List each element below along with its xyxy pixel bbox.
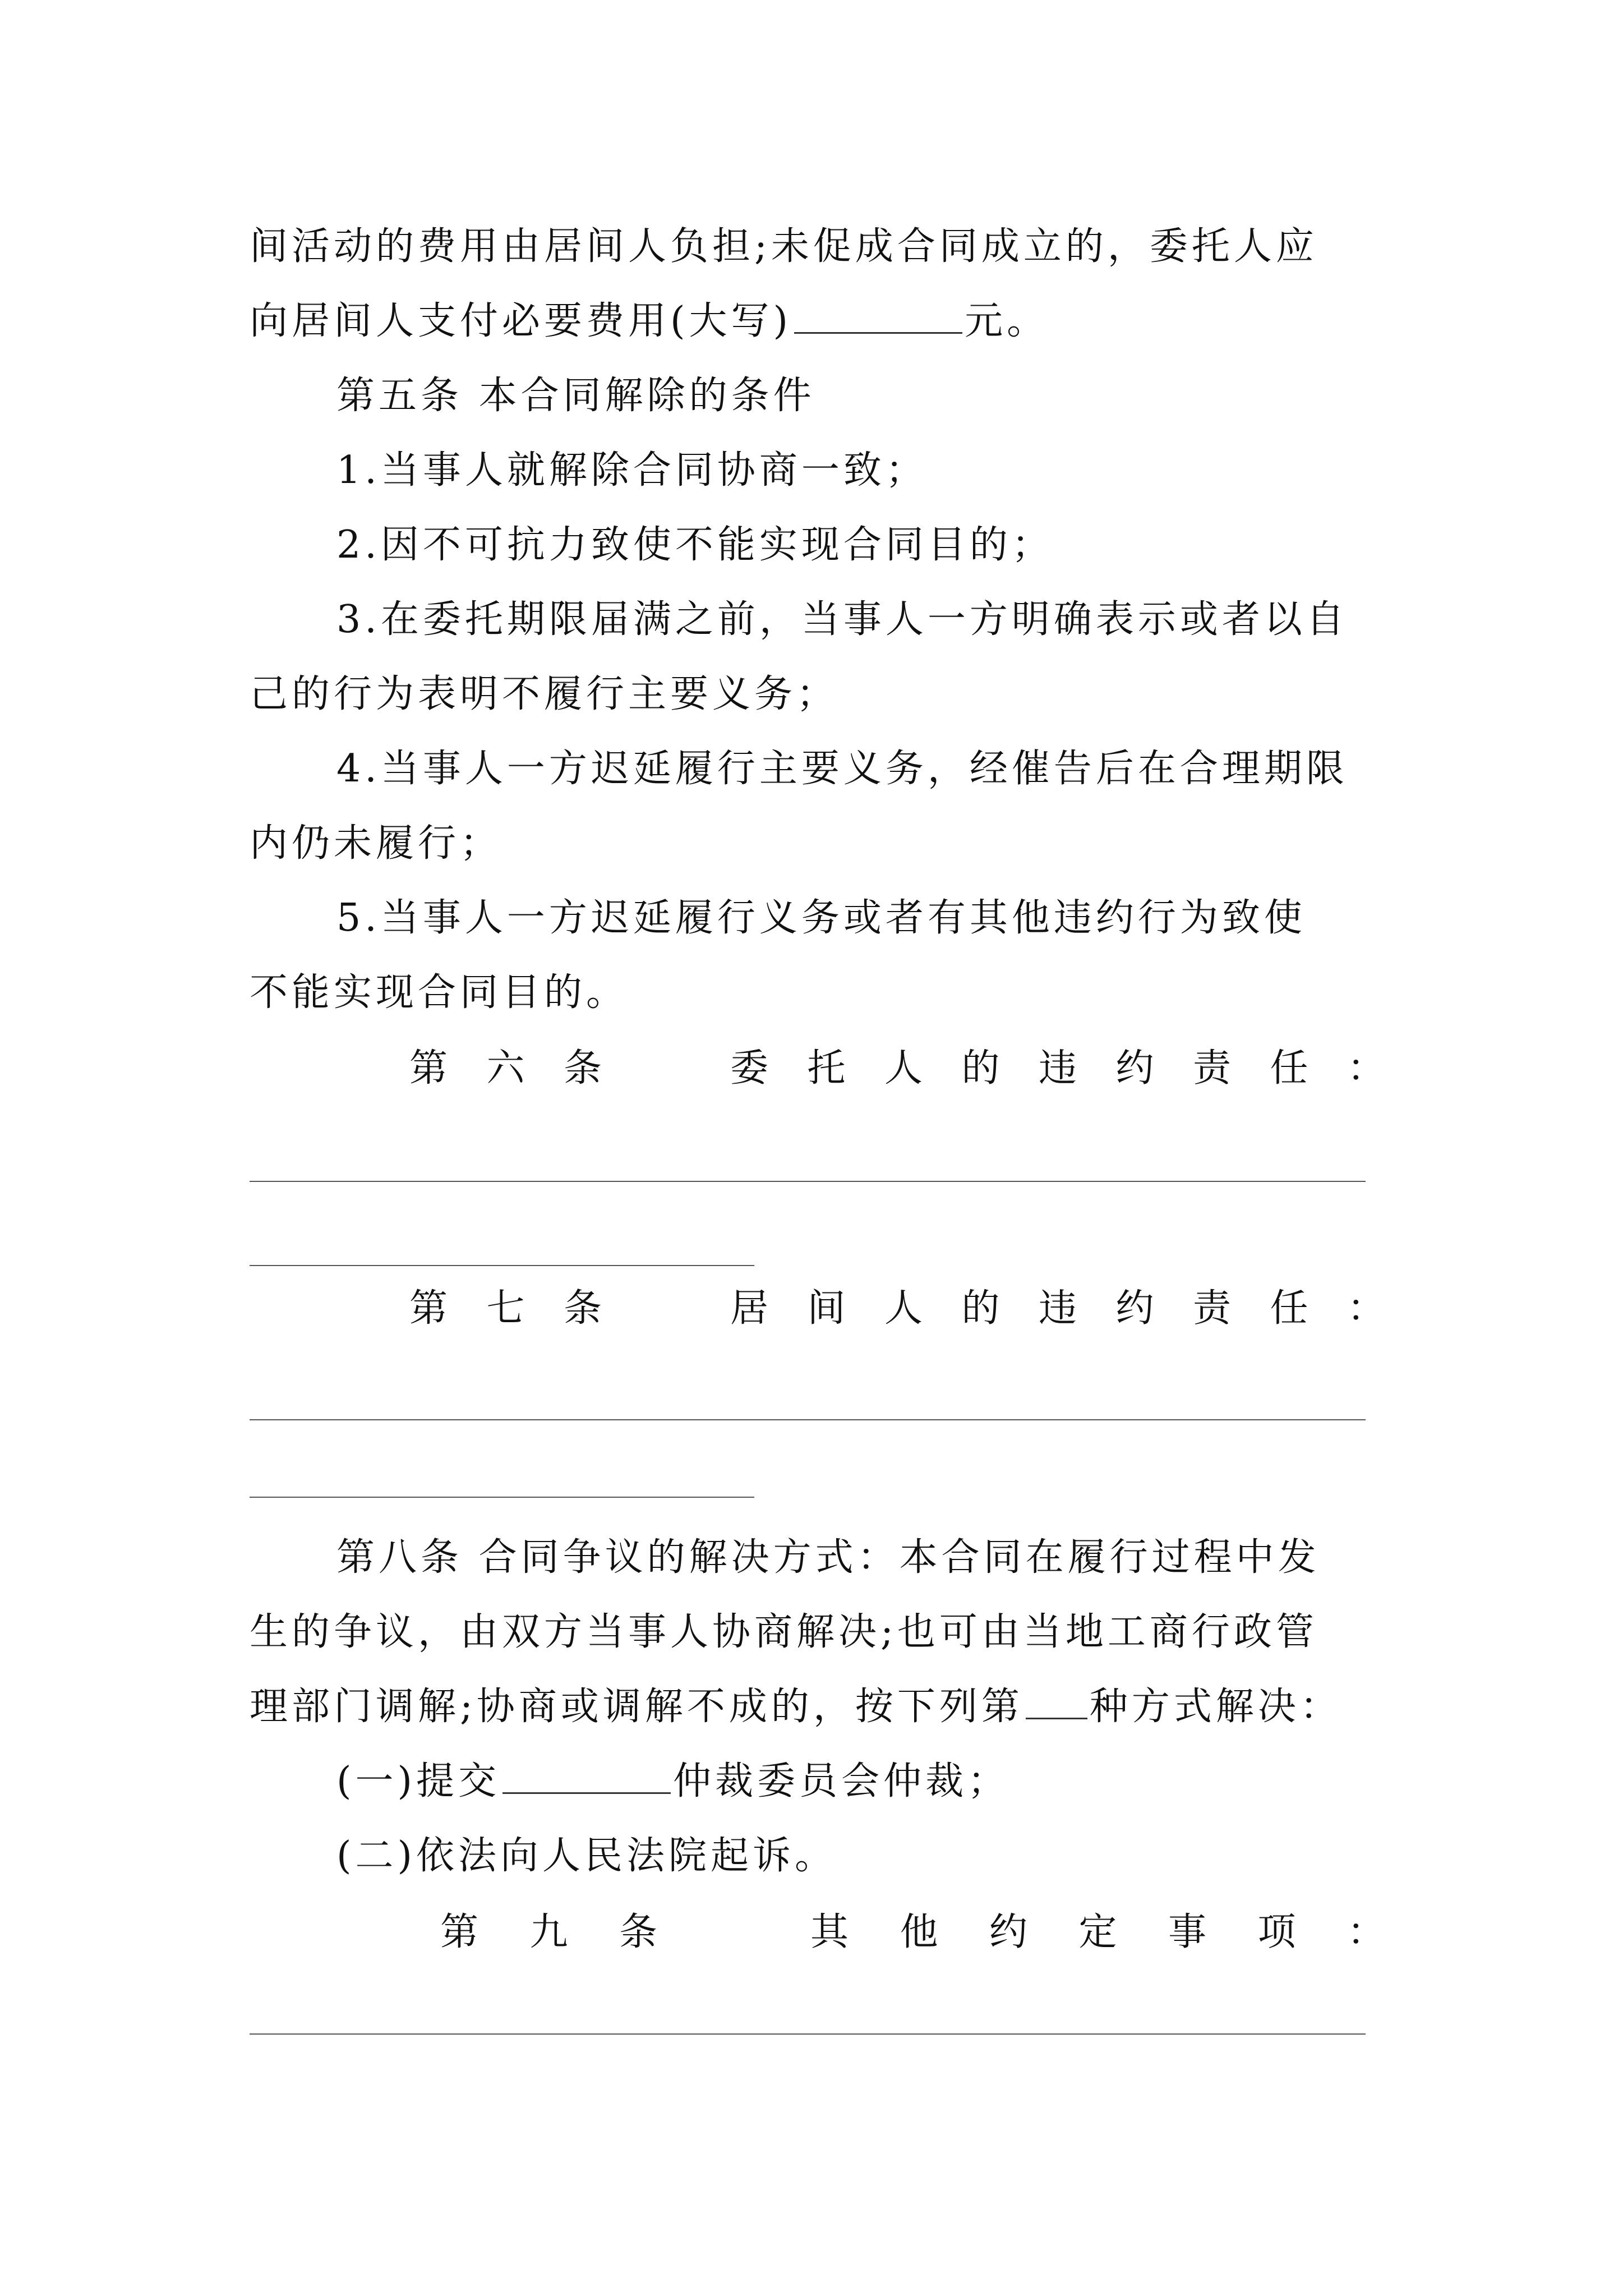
fill-line[interactable] xyxy=(250,1265,754,1266)
heading-char: 条 xyxy=(564,1286,602,1331)
heading-char: 约 xyxy=(1115,1286,1154,1331)
article-7-heading xyxy=(409,1278,1385,1340)
article-5-item-3-cont xyxy=(250,664,1388,725)
text: 理部门调解;协商或调解不成的，按下列第 xyxy=(250,1685,1023,1729)
heading-char: 违 xyxy=(1038,1286,1077,1331)
fill-blank-amount[interactable] xyxy=(794,297,962,334)
heading-char: 条 xyxy=(619,1910,658,1954)
heading-char: 违 xyxy=(1038,1046,1077,1091)
heading-char: 事 xyxy=(1168,1910,1206,1954)
heading-char: 人 xyxy=(884,1286,923,1331)
heading-char: 他 xyxy=(900,1910,938,1954)
text: (一)提交 xyxy=(336,1759,501,1803)
heading-char: 托 xyxy=(807,1046,846,1091)
heading-char: 居 xyxy=(730,1286,768,1331)
heading-char: 间 xyxy=(807,1286,846,1331)
heading-char: 约 xyxy=(1115,1046,1154,1091)
fill-blank-method[interactable] xyxy=(1026,1683,1087,1719)
text: 间活动的费用由居间人负担;未促成合同成立的，委托人应 xyxy=(250,224,1318,269)
article-8-option-1 xyxy=(250,1751,1388,1812)
heading-char: ： xyxy=(1347,1046,1385,1091)
text: 己的行为表明不履行主要义务； xyxy=(250,672,839,716)
heading-char: 第 xyxy=(409,1286,448,1331)
text: 1.当事人就解除合同协商一致； xyxy=(336,448,928,493)
text: (二)依法向人民法院起诉。 xyxy=(336,1834,837,1878)
heading-char: 第 xyxy=(409,1046,448,1091)
article-8-line-3 xyxy=(250,1676,1388,1738)
heading-char: 的 xyxy=(961,1286,1000,1331)
fill-line[interactable] xyxy=(250,2033,1366,2035)
text: 2.因不可抗力致使不能实现合同目的； xyxy=(336,523,1054,567)
text: 第八条 合同争议的解决方式：本合同在履行过程中发 xyxy=(336,1535,1320,1580)
text: 不能实现合同目的。 xyxy=(250,970,629,1015)
text: 3.在委托期限届满之前，当事人一方明确表示或者以自 xyxy=(336,597,1348,642)
fill-blank-arbitration[interactable] xyxy=(502,1757,671,1794)
heading-char: 委 xyxy=(730,1046,768,1091)
article-9-heading xyxy=(440,1902,1385,1963)
heading-char: 定 xyxy=(1078,1910,1117,1954)
article-5-item-5-cont xyxy=(250,962,1388,1024)
heading-char: 人 xyxy=(884,1046,923,1091)
text: 4.当事人一方迟延履行主要义务，经催告后在合理期限 xyxy=(336,747,1348,791)
text: 仲裁委员会仲裁； xyxy=(673,1759,1010,1803)
heading-char: 六 xyxy=(486,1046,525,1091)
article-5-item-5 xyxy=(250,887,1388,949)
article-5-title xyxy=(250,365,1388,427)
fill-line[interactable] xyxy=(250,1181,1366,1182)
heading-char: 的 xyxy=(961,1046,1000,1091)
heading-char: 七 xyxy=(486,1286,525,1331)
article-5-item-4 xyxy=(250,738,1388,800)
article-8-option-2 xyxy=(250,1825,1388,1887)
text: 元。 xyxy=(965,299,1049,343)
text: 第五条 本合同解除的条件 xyxy=(336,374,815,418)
heading-char: 第 xyxy=(440,1910,479,1954)
heading-char: 九 xyxy=(529,1910,568,1954)
fill-line[interactable] xyxy=(250,1497,754,1498)
heading-char: 责 xyxy=(1192,1046,1231,1091)
article-5-item-1 xyxy=(250,440,1388,501)
fill-line[interactable] xyxy=(250,1419,1366,1420)
article-5-item-2 xyxy=(250,514,1388,576)
article-5-item-4-cont xyxy=(250,813,1388,875)
article-8-line-2 xyxy=(250,1602,1388,1663)
text: 种方式解决： xyxy=(1089,1685,1342,1729)
paragraph-line xyxy=(250,216,1388,278)
heading-char: 责 xyxy=(1192,1286,1231,1331)
heading-char: 条 xyxy=(564,1046,602,1091)
heading-char: 任 xyxy=(1270,1286,1308,1331)
heading-char: 约 xyxy=(989,1910,1027,1954)
text: 向居间人支付必要费用(大写) xyxy=(250,299,792,343)
article-8-line-1 xyxy=(250,1527,1388,1589)
text: 内仍未履行； xyxy=(250,821,502,866)
heading-char: 任 xyxy=(1270,1046,1308,1091)
heading-char: 其 xyxy=(810,1910,849,1954)
text: 5.当事人一方迟延履行义务或者有其他违约行为致使 xyxy=(336,896,1306,940)
paragraph-line xyxy=(250,291,1388,352)
article-5-item-3 xyxy=(250,589,1388,651)
article-6-heading xyxy=(409,1038,1385,1099)
heading-char: ： xyxy=(1347,1910,1385,1954)
heading-char: 项 xyxy=(1257,1910,1296,1954)
heading-char: ： xyxy=(1347,1286,1385,1331)
text: 生的争议，由双方当事人协商解决;也可由当地工商行政管 xyxy=(250,1610,1318,1654)
